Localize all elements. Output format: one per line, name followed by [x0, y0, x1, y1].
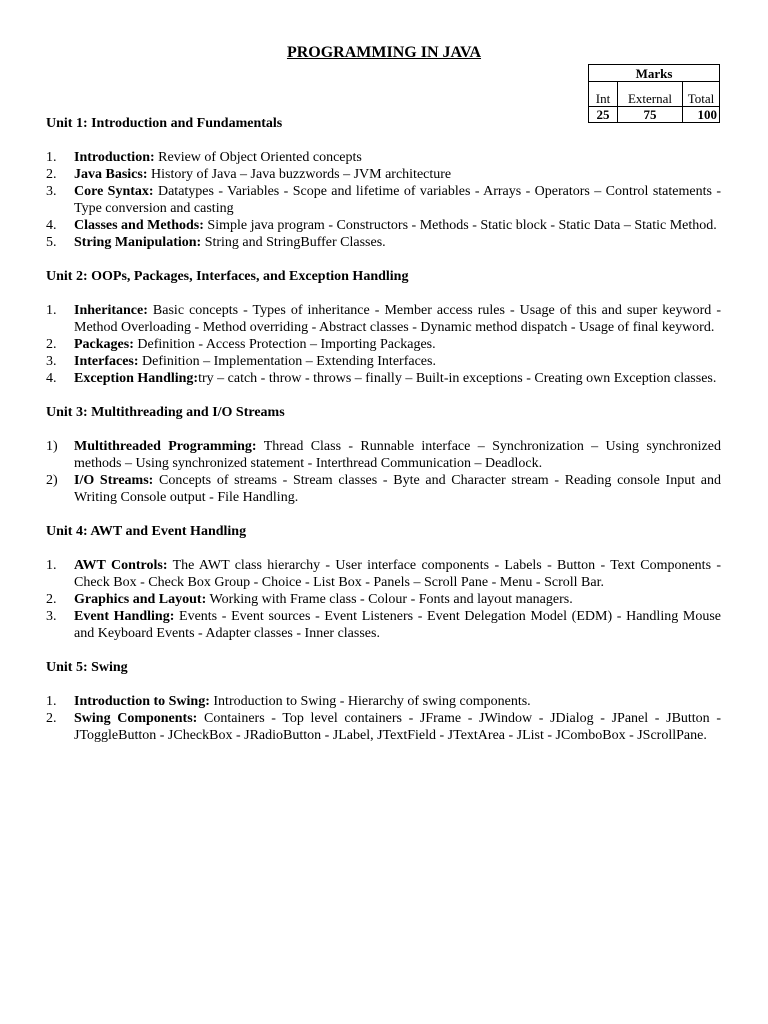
unit-topic-list — [46, 302, 721, 387]
item-term: Graphics and Layout: — [74, 592, 207, 607]
item-term: Swing Components: — [74, 711, 198, 726]
item-number: 2. — [46, 592, 57, 607]
item-number: 3. — [46, 184, 57, 199]
unit-topic-list — [46, 693, 721, 744]
item-number: 1) — [46, 439, 58, 454]
item-text: Working with Frame class - Colour - Fonts and layout managers. — [206, 592, 573, 607]
marks-val-external: 75 — [618, 107, 683, 123]
item-number: 1. — [46, 303, 57, 318]
marks-col-total: Total — [683, 82, 720, 107]
item-number: 5. — [46, 235, 57, 250]
item-number: 3. — [46, 609, 57, 624]
item-number: 1. — [46, 150, 57, 165]
item-text: String and StringBuffer Classes. — [201, 235, 386, 250]
item-text: Events - Event sources - Event Listeners - Event Delegation Model (EDM) - Handling Mouse and Keyboard Events - Adapter classes - Inner classes. — [74, 609, 721, 641]
item-number: 1. — [46, 694, 57, 709]
marks-header: Marks — [589, 65, 720, 82]
item-number: 2. — [46, 337, 57, 352]
list-item — [46, 608, 721, 642]
item-number: 2) — [46, 473, 58, 488]
item-term: Exception Handling: — [74, 371, 199, 386]
item-text: The AWT class hierarchy - User interface components - Labels - Button - Text Components - Check Box - Check Box Group - Choice - List Box - Panels – Scroll Pane - Menu - Scroll Bar. — [74, 558, 722, 590]
unit-topic-list — [46, 149, 721, 251]
unit-heading: Unit 2: OOPs, Packages, Interfaces, and Exception Handling — [46, 269, 409, 284]
item-text: Introduction to Swing - Hierarchy of swing components. — [209, 694, 531, 709]
marks-col-int: Int — [589, 82, 618, 107]
item-term: I/O Streams: — [74, 473, 154, 488]
list-item — [46, 591, 721, 608]
unit-heading: Unit 4: AWT and Event Handling — [46, 524, 247, 539]
item-text: History of Java – Java buzzwords – JVM architecture — [147, 167, 452, 182]
item-text: Definition - Access Protection – Importing Packages. — [133, 337, 436, 352]
unit-topic-list — [46, 557, 721, 642]
page-title: PROGRAMMING IN JAVA — [286, 44, 482, 61]
list-item — [46, 472, 721, 506]
item-term: Core Syntax: — [74, 184, 154, 199]
item-number: 1. — [46, 558, 57, 573]
item-term: String Manipulation: — [74, 235, 202, 250]
marks-val-total: 100 — [683, 107, 720, 123]
marks-val-int: 25 — [589, 107, 618, 123]
item-text: Simple java program - Constructors - Methods - Static block - Static Data – Static Method. — [203, 218, 717, 233]
list-item — [46, 183, 721, 217]
item-term: Java Basics: — [74, 167, 148, 182]
item-term: AWT Controls: — [74, 558, 168, 573]
item-number: 4. — [46, 371, 57, 386]
item-text: Review of Object Oriented concepts — [154, 150, 362, 165]
item-text: Thread Class - Runnable interface – Synchronization – Using synchronized methods – Using synchronized statement - Interthread Communication – Deadlock. — [74, 439, 721, 471]
item-number: 2. — [46, 711, 57, 726]
list-item — [46, 438, 721, 472]
item-term: Interfaces: — [74, 354, 139, 369]
item-text: Containers - Top level containers - JFrame - JWindow - JDialog - JPanel - JButton - JToggleButton - JCheckBox - JRadioButton - JLabel, JTextField - JTextArea - JList - JComboBox - JScrollPane. — [74, 711, 721, 743]
marks-col-external: External — [618, 82, 683, 107]
item-term: Packages: — [74, 337, 134, 352]
item-term: Multithreaded Programming: — [74, 439, 257, 454]
item-number: 2. — [46, 167, 57, 182]
list-item — [46, 166, 721, 183]
item-text: Concepts of streams - Stream classes - Byte and Character stream - Reading console Input and Writing Console output - File Handling. — [74, 473, 722, 505]
list-item — [46, 302, 721, 336]
item-text: Datatypes - Variables - Scope and lifetime of variables - Arrays - Operators – Control statements - Type conversion and casting — [74, 184, 721, 216]
unit-heading: Unit 3: Multithreading and I/O Streams — [46, 405, 285, 420]
list-item — [46, 710, 721, 744]
list-item — [46, 217, 721, 234]
list-item — [46, 693, 721, 710]
item-text: Definition – Implementation – Extending Interfaces. — [138, 354, 436, 369]
list-item — [46, 353, 721, 370]
item-term: Introduction to Swing: — [74, 694, 210, 709]
unit-heading: Unit 1: Introduction and Fundamentals — [46, 116, 283, 131]
unit-heading: Unit 5: Swing — [46, 660, 128, 675]
item-term: Classes and Methods: — [74, 218, 204, 233]
list-item — [46, 557, 721, 591]
item-term: Event Handling: — [74, 609, 175, 624]
item-term: Introduction: — [74, 150, 155, 165]
list-item — [46, 336, 721, 353]
item-number: 3. — [46, 354, 57, 369]
item-term: Inheritance: — [74, 303, 148, 318]
unit-topic-list — [46, 438, 721, 506]
syllabus-content — [46, 115, 721, 761]
list-item — [46, 370, 721, 387]
list-item — [46, 149, 721, 166]
item-number: 4. — [46, 218, 57, 233]
item-text: Basic concepts - Types of inheritance - Member access rules - Usage of this and super keyword - Method Overloading - Method overriding - Abstract classes - Dynamic method dispatch - Usage of final keyword. — [74, 303, 721, 335]
list-item — [46, 234, 721, 251]
item-text: try – catch - throw - throws – finally – Built-in exceptions - Creating own Exception classes. — [198, 371, 717, 386]
